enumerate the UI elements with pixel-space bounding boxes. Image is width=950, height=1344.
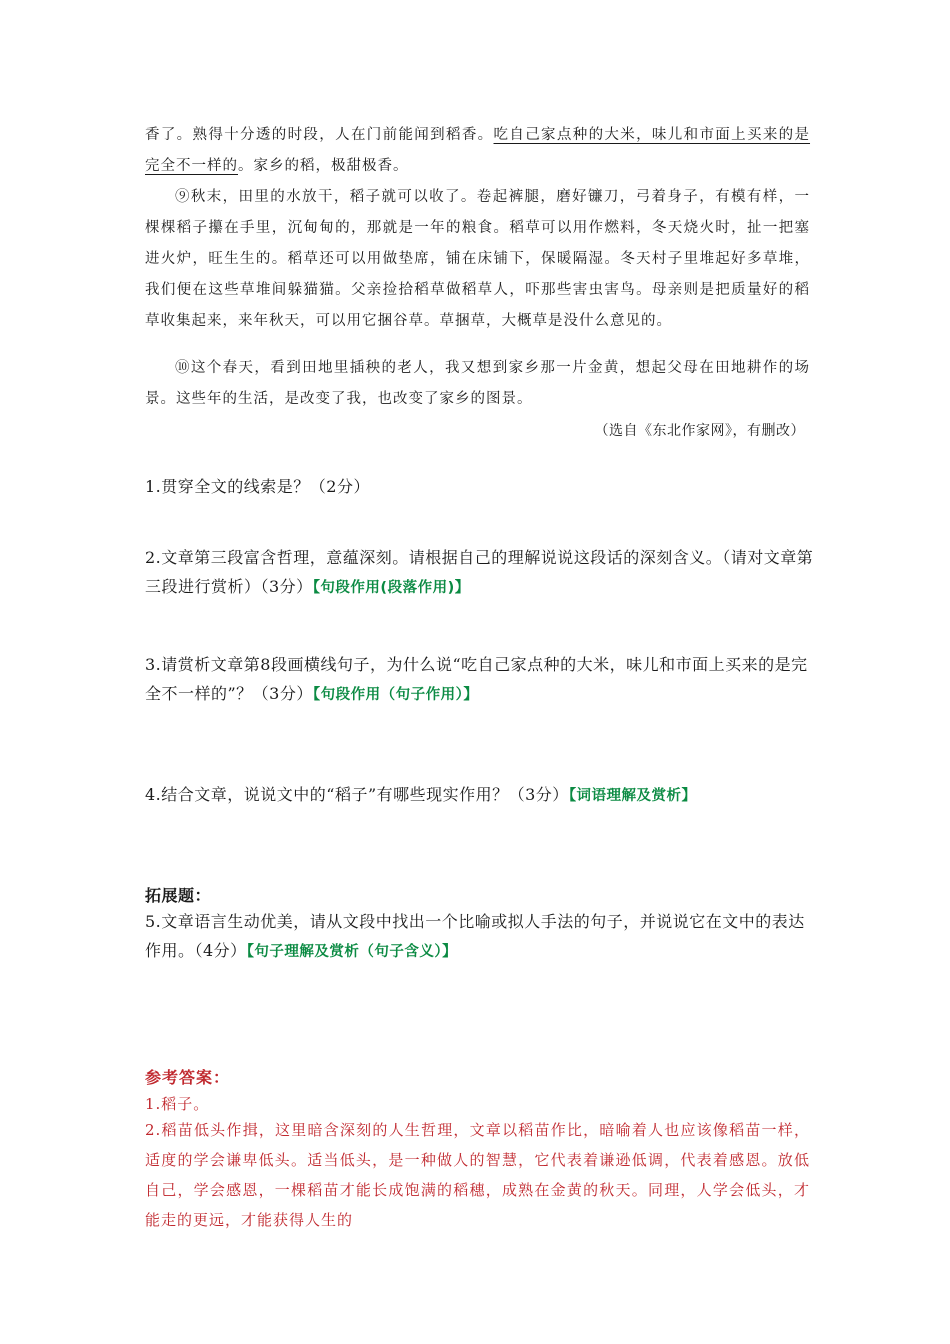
- para9-text: ⑨秋末，田里的水放干，稻子就可以收了。卷起裤腿，磨好镰刀，弓着身子，有模有样，一棵棵稻子攥在手里，沉甸甸的，那就是一年的粮食。稻草可以用作燃料，冬天烧火时，扯一把塞进火炉，旺生生的。稻草还可以用做垫席，铺在床铺下，保暖隔湿。冬天村子里堆起好多草堆，我们便在这些草堆间躲猫猫。父亲捡拾稻草做稻草人，吓那些害虫害鸟。母亲则是把质量好的稻草收集起来，来年秋天，可以用它捆谷草。草捆草，大概草是没什么意见的。: [145, 189, 810, 329]
- para8-end: 。家乡的稻，极甜极香。: [238, 158, 409, 174]
- answers-title: 参考答案：: [145, 1068, 231, 1087]
- para8-start: 香了。熟得十分透的时段，人在门前能闻到稻香。: [145, 127, 494, 143]
- passage-paragraph-8: [145, 120, 810, 182]
- para10-text: ⑩这个春天，看到田地里插秧的老人，我又想到家乡那一片金黄，想起父母在田地耕作的场景。这些年的生活，是改变了我，也改变了家乡的图景。: [145, 360, 810, 407]
- question-5-text: 5.文章语言生动优美，请从文段中找出一个比喻或拟人手法的句子，并说说它在文中的表达作用。（4分）: [145, 912, 805, 960]
- question-1: [145, 472, 825, 501]
- underlined-sentence: 吃自己家点种的大米，味儿和市面上买来的是完全不一样的: [145, 127, 811, 174]
- question-5-tag: 【句子理解及赏析（句子含义）】: [246, 944, 458, 960]
- question-3-tag: 【句段作用（句子作用）】: [312, 687, 479, 703]
- extension-heading: 拓展题：: [145, 886, 212, 905]
- question-5: [145, 907, 810, 967]
- extension-title: [145, 883, 825, 909]
- source-citation: （选自《东北作家网》，有删改）: [594, 423, 805, 439]
- answer-1: [145, 1090, 810, 1118]
- answer-1-text: 1.稻子。: [145, 1095, 210, 1113]
- passage-paragraph-9: [145, 182, 810, 337]
- question-3-text: 3.请赏析文章第8段画横线句子，为什么说“吃自己家点种的大米，味儿和市面上买来的是完全不一样的”？（3分）: [145, 655, 808, 703]
- question-3: [145, 650, 815, 710]
- question-4: [145, 780, 825, 811]
- answers-heading: [145, 1064, 810, 1092]
- question-4-tag: 【词语理解及赏析】: [568, 788, 697, 804]
- question-1-text: 1.贯穿全文的线索是？（2分）: [145, 477, 370, 496]
- question-2-text: 2.文章第三段富含哲理，意蕴深刻。请根据自己的理解说说这段话的深刻含义。（请对文章第三段进行赏析）（3分）: [145, 548, 814, 596]
- question-2: [145, 543, 825, 603]
- answer-2: [145, 1115, 810, 1235]
- answer-2-text: 2.稻苗低头作揖，这里暗含深刻的人生哲理，文章以稻苗作比，暗喻着人也应该像稻苗一样，适度的学会谦卑低头。适当低头，是一种做人的智慧，它代表着谦逊低调，代表着感恩。放低自己，学会感恩，一棵稻苗才能长成饱满的稻穗，成熟在金黄的秋天。同理，人学会低头，才能走的更远，才能获得人生的: [145, 1121, 810, 1229]
- question-4-text: 4.结合文章，说说文中的“稻子”有哪些现实作用？（3分）: [145, 785, 569, 804]
- passage-paragraph-10: [145, 353, 810, 415]
- question-2-tag: 【句段作用(段落作用)】: [312, 580, 470, 596]
